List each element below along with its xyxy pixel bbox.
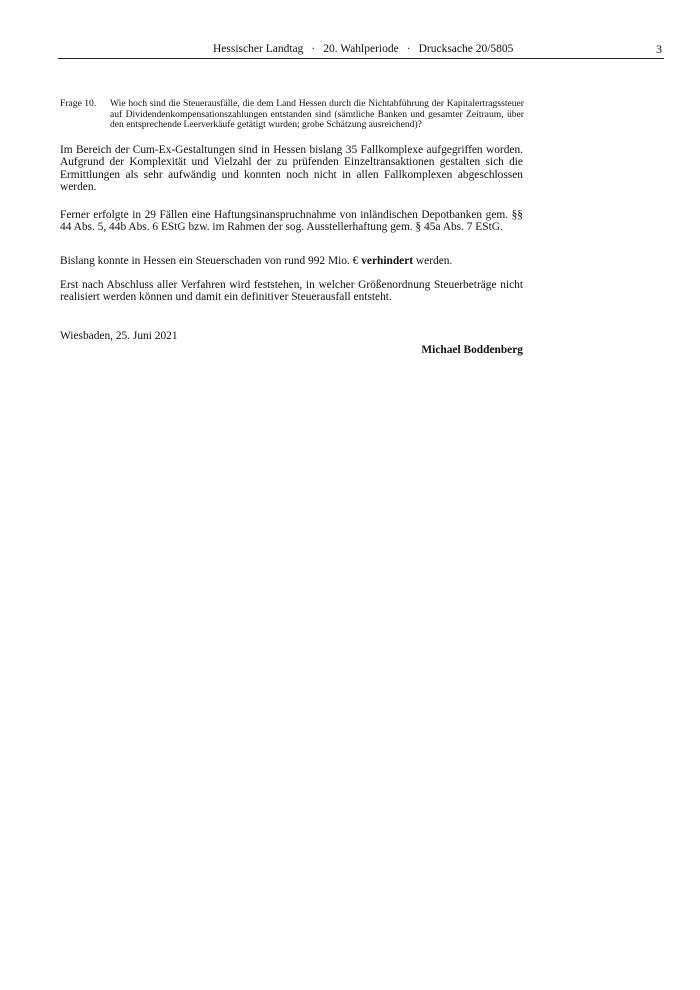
answer-paragraph-3-text-end: werden. bbox=[413, 255, 453, 267]
running-header bbox=[58, 42, 664, 58]
answer-paragraph-1: Im Bereich der Cum-Ex-Gestaltungen sind in Hessen bislang 35 Fallkomplexe aufgegriffen worden. Aufgrund der Komplexität und Vielzahl der zu prüfenden Einzeltransaktionen gestalten sich die Ermittlungen als sehr aufwändig und konnten noch nicht in allen Fallkomplexen abgeschlossen werden. bbox=[60, 144, 523, 193]
header-period: 20. Wahlperiode bbox=[323, 43, 399, 55]
header-title bbox=[213, 42, 513, 56]
answer-paragraph-2: Ferner erfolgte in 29 Fällen eine Haftungsinanspruchnahme von inländischen Depotbanken gem. §§ 44 Abs. 5, 44b Abs. 6 EStG bzw. im Rahmen der sog. Ausstellerhaftung gem. § 45a Abs. 7 EStG. bbox=[60, 209, 523, 234]
answer-paragraph-3 bbox=[60, 255, 523, 267]
signatory-name: Michael Boddenberg bbox=[421, 344, 523, 356]
answer-paragraph-3-text: Bislang konnte in Hessen ein Steuerschaden von rund 992 Mio. € bbox=[60, 255, 362, 267]
question-label: Frage 10. bbox=[60, 98, 97, 109]
header-separator: · bbox=[406, 43, 411, 55]
answer-paragraph-3-emphasis: verhindert bbox=[361, 255, 414, 267]
answer-paragraph-4: Erst nach Abschluss aller Verfahren wird feststehen, in welcher Größenordnung Steuerbeträge nicht realisiert werden können und damit ein definitiver Steuerausfall entsteht. bbox=[60, 279, 523, 304]
question-text: Wie hoch sind die Steuerausfälle, die dem Land Hessen durch die Nichtabführung der Kapitalertragssteuer auf Dividendenkompensationszahlungen entstanden sind (sämtliche Banken und gesamter Zeitraum, über den entsprechende Leerverkäufe getätigt wurden; grobe Schätzung ausreichend)? bbox=[110, 98, 524, 130]
header-parliament: Hessischer Landtag bbox=[213, 43, 304, 55]
page-number: 3 bbox=[656, 42, 662, 56]
question-block bbox=[60, 99, 524, 131]
place-and-date: Wiesbaden, 25. Juni 2021 bbox=[60, 330, 178, 342]
header-document-number: Drucksache 20/5805 bbox=[418, 43, 514, 55]
header-rule bbox=[58, 58, 664, 59]
header-separator: · bbox=[311, 43, 316, 55]
